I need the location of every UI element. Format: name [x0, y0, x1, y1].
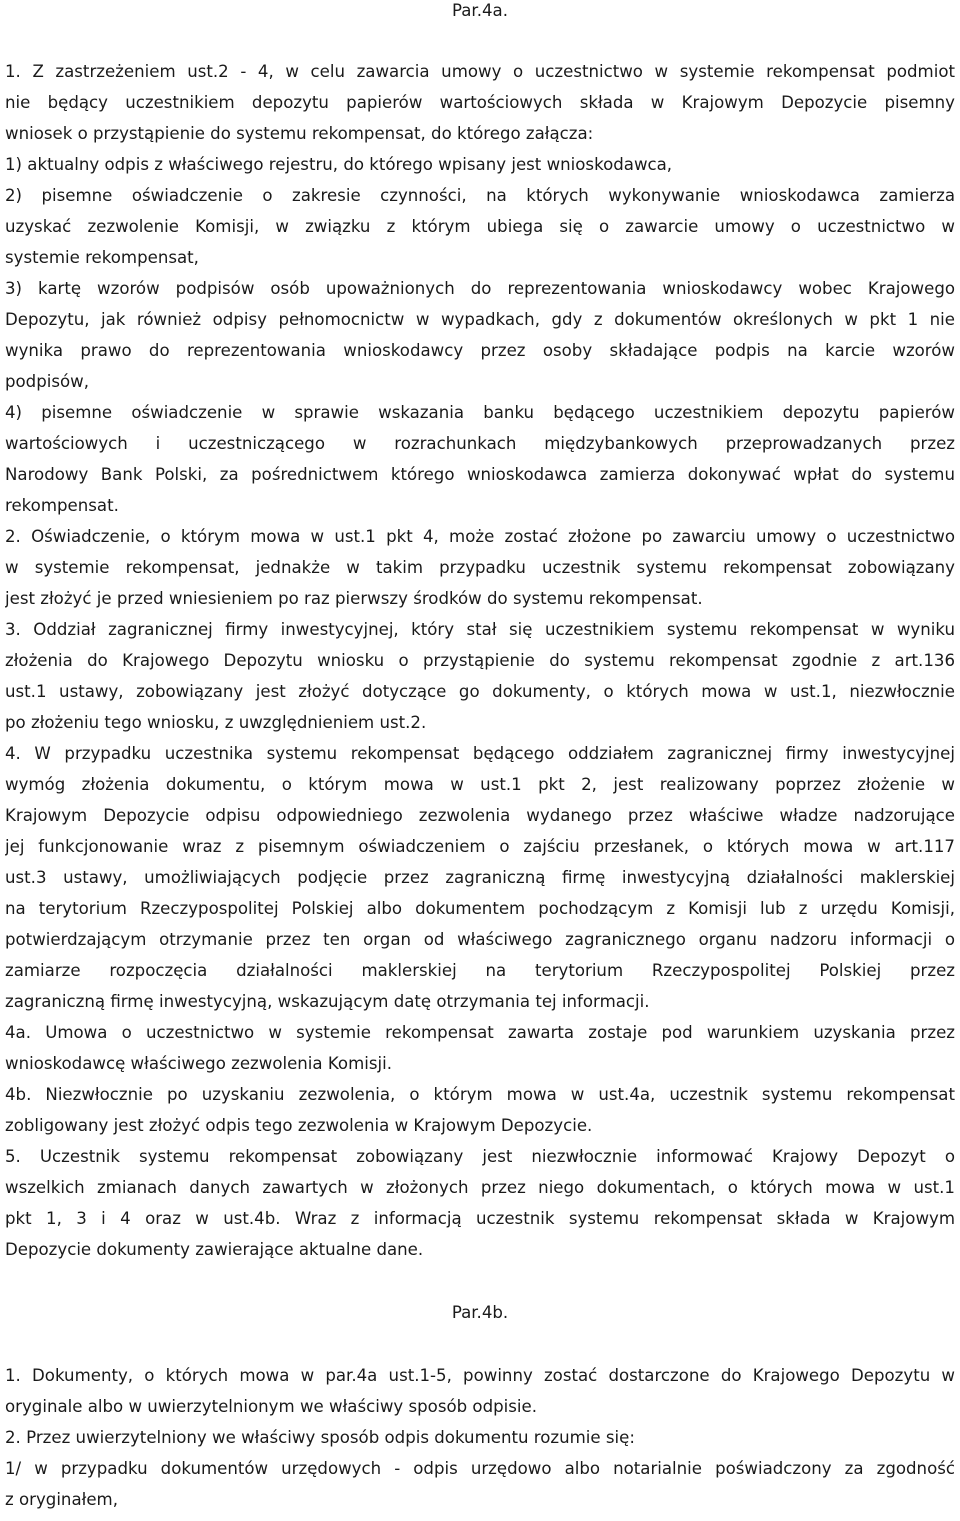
- text-line: 4a. Umowa o uczestnictwo w systemie rekompensat zawarta zostaje pod warunkiem uzyskania przez: [5, 1023, 955, 1042]
- text-line: Depozytu, jak również odpisy pełnomocnictw w wypadkach, gdy z dokumentów określonych w pkt 1 nie: [5, 310, 955, 329]
- text-line: wartościowych i uczestniczącego w rozrachunkach międzybankowych przeprowadzanych przez: [5, 434, 955, 453]
- text-line: rekompensat.: [5, 496, 119, 515]
- text-line: systemie rekompensat,: [5, 248, 199, 267]
- text-line: 1) aktualny odpis z właściwego rejestru, do którego wpisany jest wnioskodawca,: [5, 155, 673, 174]
- text-line: jej funkcjonowanie wraz z pisemnym oświadczeniem o zajściu przesłanek, o których mowa w art.117: [5, 837, 955, 856]
- text-line: 1. Dokumenty, o których mowa w par.4a ust.1-5, powinny zostać dostarczone do Krajowego Depozytu w: [5, 1366, 955, 1385]
- text-line: 2) pisemne oświadczenie o zakresie czynności, na których wykonywanie wnioskodawca zamierza: [5, 186, 955, 205]
- text-line: w systemie rekompensat, jednakże w takim przypadku uczestnik systemu rekompensat zobowiązany: [5, 558, 955, 577]
- text-line: Krajowym Depozycie odpisu odpowiedniego zezwolenia wydanego przez właściwe władze nadzorujące: [5, 806, 955, 825]
- text-line: zamiarze rozpoczęcia działalności maklerskiej na terytorium Rzeczypospolitej Polskiej przez: [5, 961, 955, 980]
- section-heading-par-4a: Par.4a.: [451, 1, 508, 20]
- text-line: wszelkich zmianach danych zawartych w złożonych przez niego dokumentach, o których mowa w ust.1: [5, 1178, 955, 1197]
- text-line: 4) pisemne oświadczenie w sprawie wskazania banku będącego uczestnikiem depozytu papierów: [5, 403, 955, 422]
- text-line: zobligowany jest złożyć odpis tego zezwolenia w Krajowym Depozycie.: [5, 1116, 593, 1135]
- text-line: po złożeniu tego wniosku, z uwzględnieniem ust.2.: [5, 713, 427, 732]
- text-line: złożenia do Krajowego Depozytu wniosku o przystąpienie do systemu rekompensat zgodnie z art.136: [5, 651, 955, 670]
- text-line: 5. Uczestnik systemu rekompensat zobowiązany jest niezwłocznie informować Krajowy Depozyt o: [5, 1147, 955, 1166]
- text-line: podpisów,: [5, 372, 90, 391]
- text-line: wynika prawo do reprezentowania wnioskodawcy przez osoby składające podpis na karcie wzorów: [5, 341, 955, 360]
- text-line: z oryginałem,: [5, 1490, 118, 1509]
- text-line: pkt 1, 3 i 4 oraz w ust.4b. Wraz z informacją uczestnik systemu rekompensat składa w Krajowym: [5, 1209, 955, 1228]
- text-line: 4. W przypadku uczestnika systemu rekompensat będącego oddziałem zagranicznej firmy inwestycyjnej: [5, 744, 955, 763]
- text-line: ust.1 ustawy, zobowiązany jest złożyć dotyczące go dokumenty, o których mowa w ust.1, niezwłocznie: [5, 682, 955, 701]
- text-line: na terytorium Rzeczypospolitej Polskiej albo dokumentem pochodzącym z Komisji lub z urzędu Komisji,: [5, 899, 955, 918]
- text-line: jest złożyć je przed wniesieniem po raz pierwszy środków do systemu rekompensat.: [5, 589, 703, 608]
- text-line: ust.3 ustawy, umożliwiających podjęcie przez zagraniczną firmę inwestycyjną działalności maklerskiej: [5, 868, 955, 887]
- section-heading-par-4b: Par.4b.: [451, 1303, 509, 1322]
- text-line: uzyskać zezwolenie Komisji, w związku z którym ubiega się o zawarcie umowy o uczestnictwo w: [5, 217, 955, 236]
- text-line: wymóg złożenia dokumentu, o którym mowa w ust.1 pkt 2, jest realizowany poprzez złożenie w: [5, 775, 955, 794]
- text-line: Narodowy Bank Polski, za pośrednictwem którego wnioskodawca zamierza dokonywać wpłat do systemu: [5, 465, 955, 484]
- text-line: 1/ w przypadku dokumentów urzędowych - odpis urzędowo albo notarialnie poświadczony za zgodność: [5, 1459, 955, 1478]
- text-line: Depozycie dokumenty zawierające aktualne dane.: [5, 1240, 424, 1259]
- text-line: oryginale albo w uwierzytelnionym we właściwy sposób odpisie.: [5, 1397, 538, 1416]
- text-line: 4b. Niezwłocznie po uzyskaniu zezwolenia, o którym mowa w ust.4a, uczestnik systemu rekompensat: [5, 1085, 955, 1104]
- text-line: potwierdzającym otrzymanie przez ten organ od właściwego zagranicznego organu nadzoru informacji o: [5, 930, 955, 949]
- text-line: zagraniczną firmę inwestycyjną, wskazującym datę otrzymania tej informacji.: [5, 992, 650, 1011]
- text-line: 2. Oświadczenie, o którym mowa w ust.1 pkt 4, może zostać złożone po zawarciu umowy o uczestnictwo: [5, 527, 955, 546]
- text-line: 2. Przez uwierzytelniony we właściwy sposób odpis dokumentu rozumie się:: [5, 1428, 635, 1447]
- text-line: nie będący uczestnikiem depozytu papierów wartościowych składa w Krajowym Depozycie pisemny: [5, 93, 955, 112]
- text-line: 1. Z zastrzeżeniem ust.2 - 4, w celu zawarcia umowy o uczestnictwo w systemie rekompensat podmiot: [5, 62, 955, 81]
- text-line: wnioskodawcę właściwego zezwolenia Komisji.: [5, 1054, 392, 1073]
- text-line: wniosek o przystąpienie do systemu rekompensat, do którego załącza:: [5, 124, 594, 143]
- text-line: 3. Oddział zagranicznej firmy inwestycyjnej, który stał się uczestnikiem systemu rekompensat w wyniku: [5, 620, 955, 639]
- text-line: 3) kartę wzorów podpisów osób upoważnionych do reprezentowania wnioskodawcy wobec Krajowego: [5, 279, 955, 298]
